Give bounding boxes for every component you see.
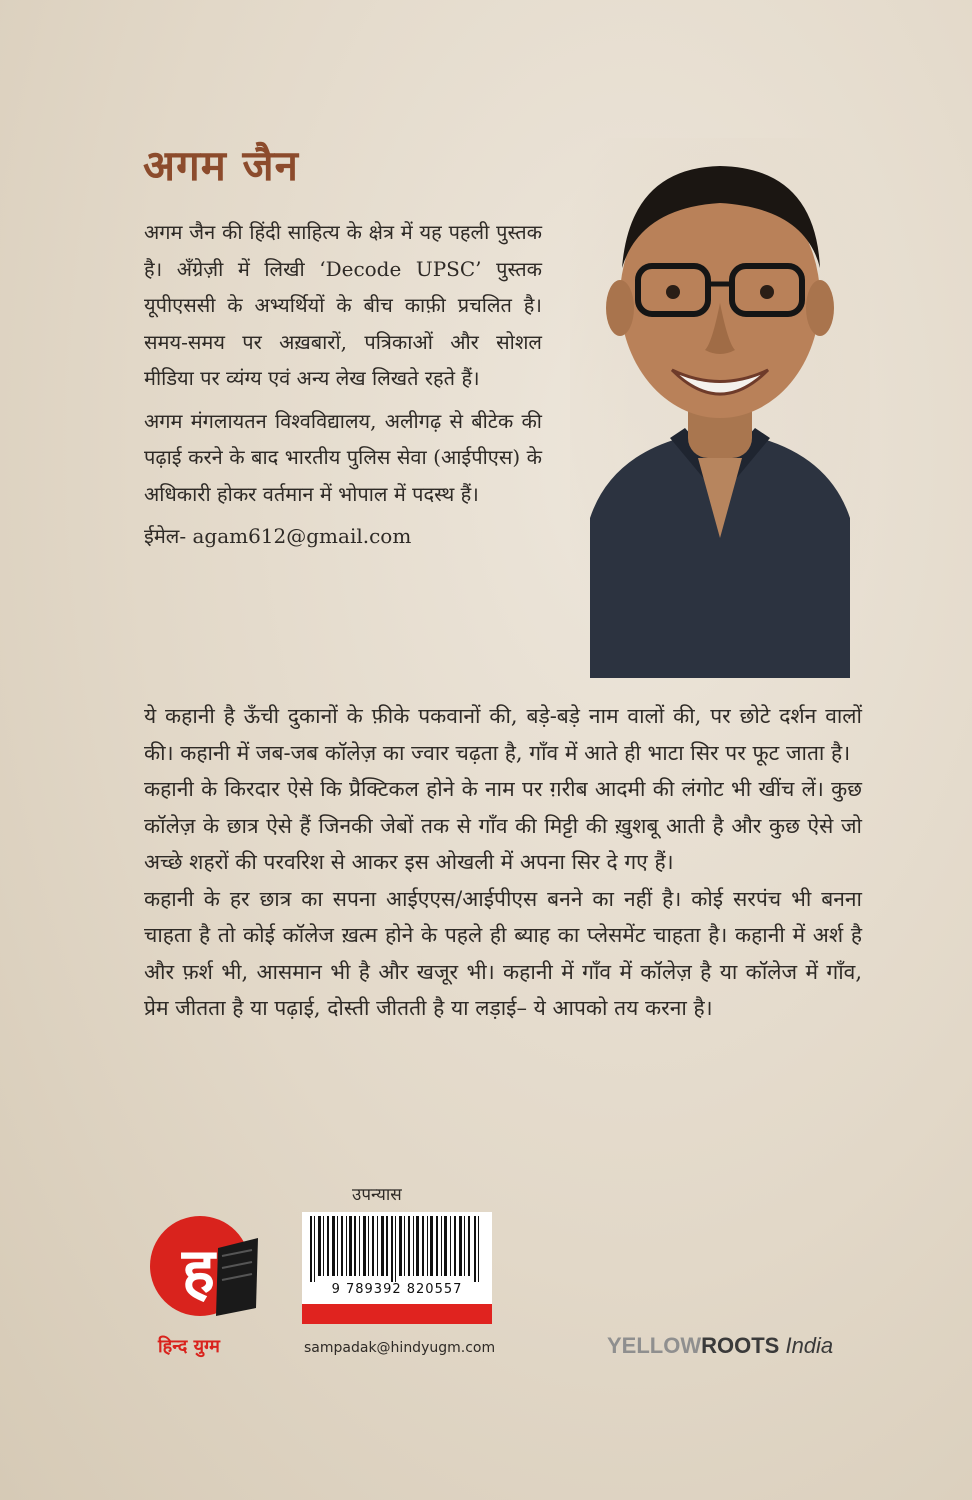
bio-paragraph-2: अगम मंगलायतन विश्वविद्यालय, अलीगढ़ से बीटेक की पढ़ाई करने के बाद भारतीय पुलिस सेवा (आईपीएस) के अधिकारी होकर वर्तमान में भोपाल में पदस्थ हैं। — [144, 408, 542, 506]
svg-text:ह: ह — [182, 1234, 215, 1307]
isbn-number: 9 789392 820557 — [331, 1282, 463, 1297]
book-blurb — [144, 698, 862, 1027]
imprint-logo — [607, 1333, 833, 1359]
imprint-part-yellow: YELLOW — [607, 1333, 702, 1358]
genre-label: उपन्यास — [352, 1185, 402, 1205]
blurb-paragraph-3: कहानी के हर छात्र का सपना आईएएस/आईपीएस बनने का नहीं है। कोई सरपंच भी बनना चाहता है तो कोई कॉलेज ख़त्म होने के पहले ही ब्याह का प्लेसमेंट चाहता है। कहानी में अर्श है और फ़र्श भी, आसमान भी है और खजूर भी। कहानी में गाँव में कॉलेज़ है या कॉलेज में गाँव, प्रेम जीतता है या पढ़ाई, दोस्ती जीतती है या लड़ाई– ये आपको तय करना है। — [144, 886, 862, 1020]
hindyugm-logo-icon — [148, 1208, 258, 1328]
author-email[interactable]: agam612@gmail.com — [192, 524, 412, 548]
blurb-paragraph-1: ये कहानी है ऊँची दुकानों के फ़ीके पकवानों की, बड़े-बड़े नाम वालों की, पर छोटे दर्शन वालों की। कहानी में जब-जब कॉलेज़ का ज्वार चढ़ता है, गाँव में आते ही भाटा सिर पर फूट जाता है। — [144, 704, 862, 765]
bio-paragraph-1: अगम जैन की हिंदी साहित्य के क्षेत्र में यह पहली पुस्तक है। अँग्रेज़ी में लिखी ‘Decode UPSC’ पुस्तक यूपीएससी के अभ्यर्थियों के बीच काफ़ी प्रचलित है। समय-समय पर अख़बारों, पत्रिकाओं और सोशल मीडिया पर व्यंग्य एवं अन्य लेख लिखते रहते हैं। — [144, 220, 542, 390]
publisher-email[interactable]: sampadak@hindyugm.com — [304, 1340, 496, 1356]
author-name: अगम जैन — [143, 141, 299, 190]
email-label: ईमेल- — [144, 524, 187, 548]
author-bio — [144, 214, 542, 555]
publisher-logo-text: हिन्द युग्म — [158, 1336, 220, 1357]
author-photo — [570, 138, 870, 678]
imprint-part-india: India — [779, 1333, 834, 1358]
author-email-line — [144, 518, 542, 555]
imprint-part-roots: ROOTS — [701, 1333, 780, 1358]
barcode-icon — [302, 1212, 492, 1282]
blurb-paragraph-2: कहानी के किरदार ऐसे कि प्रैक्टिकल होने के नाम पर ग़रीब आदमी की लंगोट भी खींच लें। कुछ कॉलेज़ के छात्र ऐसे हैं जिनकी जेबों तक से गाँव की मिट्टी की ख़ुशबू आती है और कुछ ऐसे जो अच्छे शहरों की परवरिश से आकर इस ओखली में अपना सिर दे गए हैं। — [144, 777, 862, 874]
barcode-red-strip — [302, 1304, 492, 1324]
